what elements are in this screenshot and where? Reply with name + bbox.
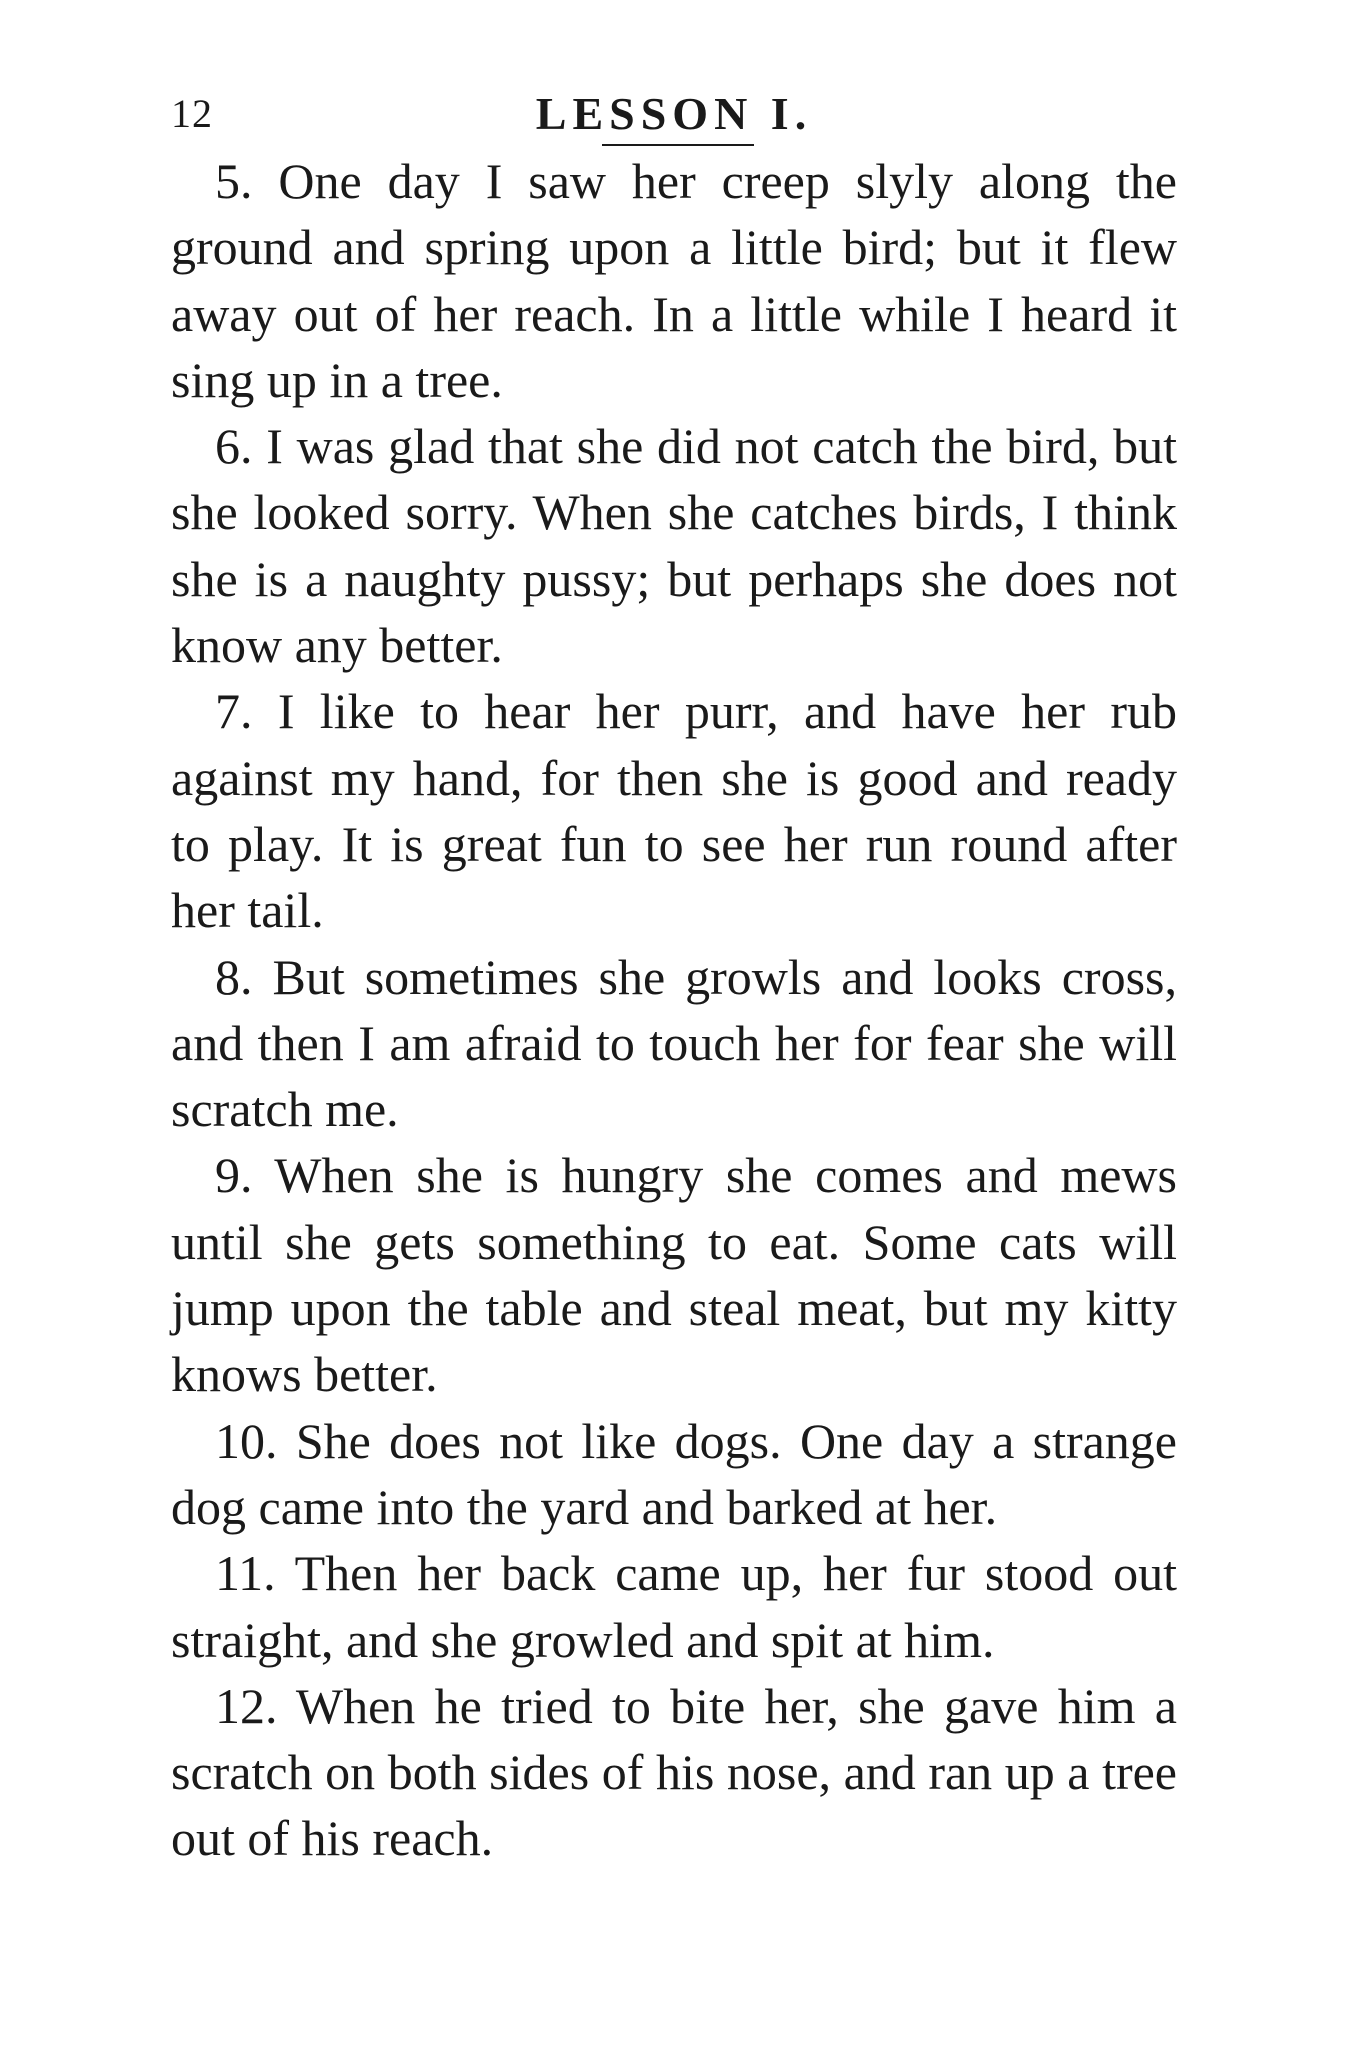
paragraph-11: 11. Then her back came up, her fur stood out straight, and she growled and spit at him. xyxy=(171,1545,1177,1668)
paragraph-8: 8. But sometimes she growls and looks cross, and then I am afraid to touch her for fear she will scratch me. xyxy=(171,948,1177,1138)
title-underline xyxy=(602,144,754,146)
paragraph-9: 9. When she is hungry she comes and mews until she gets something to eat. Some cats will jump upon the table and steal meat, but my kitty knows better. xyxy=(171,1147,1177,1403)
paragraph-10: 10. She does not like dogs. One day a strange dog came into the yard and barked at her. xyxy=(171,1412,1177,1535)
running-head xyxy=(171,82,1177,146)
paragraph-7: 7. I like to hear her purr, and have her rub against my hand, for then she is good and ready to play. It is great fun to see her run round after her tail. xyxy=(171,683,1177,939)
lesson-title: LESSON I. xyxy=(535,88,813,139)
paragraph-6: 6. I was glad that she did not catch the bird, but she looked sorry. When she catches birds, I think she is a naughty pussy; but perhaps she does not know any better. xyxy=(171,418,1177,674)
paragraph-5: 5. One day I saw her creep slyly along the ground and spring upon a little bird; but it flew away out of her reach. In a little while I heard it sing up in a tree. xyxy=(171,153,1177,408)
lesson-body xyxy=(171,148,1177,1872)
page-number: 12 xyxy=(171,91,213,136)
paragraph-12: 12. When he tried to bite her, she gave him a scratch on both sides of his nose, and ran up a tree out of his reach. xyxy=(171,1677,1177,1867)
book-page xyxy=(171,82,1177,1872)
